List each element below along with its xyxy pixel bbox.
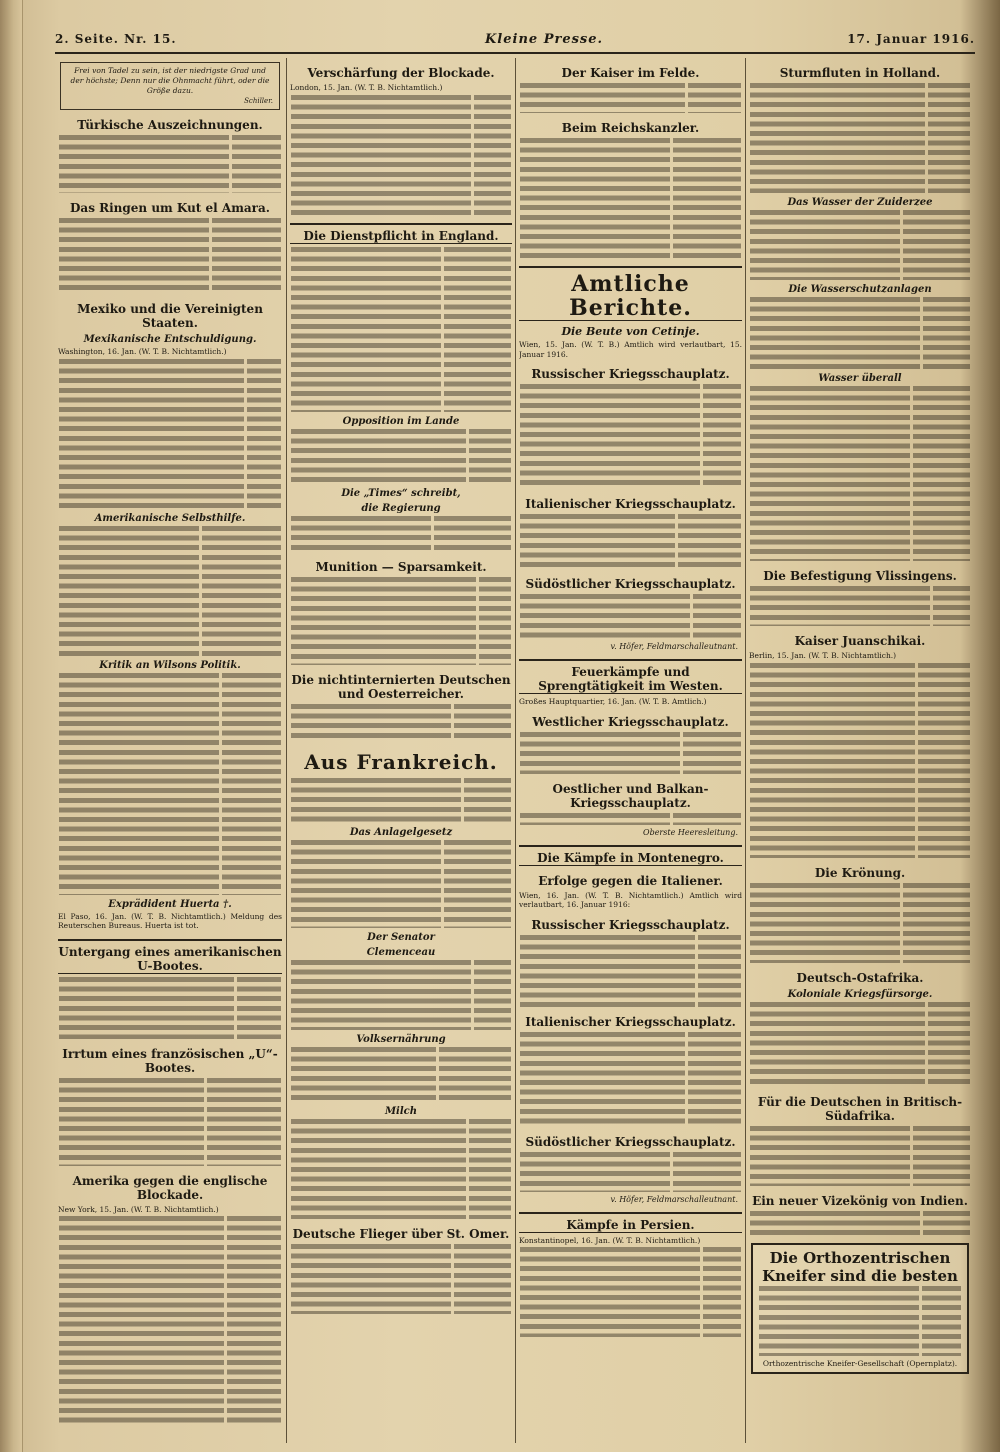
article-text <box>59 359 281 509</box>
headline-uboot: Untergang eines amerikanischen U-Bootes. <box>58 939 282 974</box>
headline-britisch-suedafrika: Für die Deutschen in Britisch-Südafrika. <box>757 1094 963 1123</box>
article-text <box>520 384 741 489</box>
ad-text <box>759 1286 961 1356</box>
dateline-konstantinopel: Konstantinopel, 16. Jan. (W. T. B. Nichtamtlich.) <box>519 1235 701 1245</box>
article-text <box>750 663 970 858</box>
headline-befestigung-vlissingen: Die Befestigung Vlissingens. <box>763 569 957 583</box>
page-number: 2. Seite. Nr. 15. <box>55 32 177 46</box>
headline-reichskanzler: Beim Reichskanzler. <box>561 121 700 135</box>
article-text <box>750 1126 970 1186</box>
headline-kaiser-im-felde: Der Kaiser im Felde. <box>561 66 700 80</box>
subheadline-wasser-ueberall: Wasser überall <box>818 373 902 384</box>
article-text <box>291 1047 511 1102</box>
subheadline-times: Die „Times“ schreibt, <box>341 487 461 499</box>
article-text <box>291 577 511 665</box>
motto-box <box>60 62 280 110</box>
article-text <box>520 594 741 639</box>
article-text <box>291 778 511 823</box>
article-text <box>520 83 741 113</box>
column-1 <box>58 58 282 1443</box>
subheadline-regierung: die Regierung <box>361 502 441 514</box>
headline-kut-el-amara: Das Ringen um Kut el Amara. <box>70 201 270 215</box>
dateline: Washington, 16. Jan. (W. T. B. Nichtamtlich.) <box>58 347 227 356</box>
article-text <box>520 138 741 258</box>
headline-amerika-blockade: Amerika gegen die englische Blockade. <box>72 1173 268 1202</box>
signature: Oberste Heeresleitung. <box>643 827 738 837</box>
subheadline-senator: Der Senator <box>367 931 435 943</box>
article-text <box>59 1078 281 1166</box>
subheadline-huerta: Exprädident Huerta †. <box>108 898 232 910</box>
subheadline-zuiderzee: Das Wasser der Zuiderzee <box>787 197 933 208</box>
headline-feuerkaempfe: Feuerkämpfe und Sprengtätigkeit im Westen. <box>519 659 742 694</box>
subheadline-selbsthilfe: Amerikanische Selbsthilfe. <box>94 512 246 524</box>
article-text <box>59 218 281 294</box>
headline-tuerkische-auszeichnungen: Türkische Auszeichnungen. <box>77 118 263 132</box>
headline-vizekoenig-indien: Ein neuer Vizekönig von Indien. <box>752 1193 968 1208</box>
article-text <box>59 673 281 895</box>
article-text <box>291 95 511 215</box>
article-text <box>59 1216 281 1426</box>
subheadline-beute-cetinje: Die Beute von Cetinje. <box>561 325 700 338</box>
issue-date: 17. Januar 1916. <box>847 32 975 46</box>
headline-deutsch-ostafrika: Deutsch-Ostafrika. <box>796 970 924 985</box>
article-text <box>520 935 741 1007</box>
headline-russischer-kriegsschauplatz-2: Russischer Kriegsschauplatz. <box>531 917 730 932</box>
headline-oestlicher-kriegsschauplatz: Oestlicher und Balkan-Kriegsschauplatz. <box>552 781 709 810</box>
article-text <box>291 1244 511 1314</box>
headline-kroenung: Die Krönung. <box>814 865 906 880</box>
article-text <box>750 586 970 626</box>
dateline-wien-2: Wien, 16. Jan. (W. T. B. Nichtamtlich.) Amtlich wird verlautbart, 16. Januar 1916: <box>519 890 742 909</box>
headline-italienischer-kriegsschauplatz: Italienischer Kriegsschauplatz. <box>525 497 736 511</box>
article-text <box>750 1002 970 1087</box>
headline-italienischer-kriegsschauplatz-2: Italienischer Kriegsschauplatz. <box>525 1014 736 1029</box>
dateline-london: London, 15. Jan. (W. T. B. Nichtamtlich.) <box>290 83 443 92</box>
headline-aus-frankreich: Aus Frankreich. <box>304 749 498 774</box>
article-text <box>291 247 511 412</box>
article-text <box>59 526 281 656</box>
article-text <box>291 516 511 552</box>
article-text <box>59 977 281 1039</box>
page-binding-edge <box>0 0 23 1452</box>
article-text <box>520 1152 741 1192</box>
signature: v. Höfer, Feldmarschalleutnant. <box>610 1194 738 1204</box>
column-2 <box>290 58 512 1443</box>
column-rule <box>286 58 287 1443</box>
article-text <box>291 704 511 740</box>
dateline-wien: Wien, 15. Jan. (W. T. B.) Amtlich wird verlautbart, 15. Januar 1916. <box>519 340 742 359</box>
masthead: Kleine Presse. <box>485 32 604 47</box>
page-header <box>55 30 975 54</box>
article-text <box>520 1247 741 1337</box>
article-text <box>750 883 970 963</box>
article-text <box>291 1119 511 1219</box>
dateline-el-paso: El Paso, 16. Jan. (W. T. B. Nichtamtlich.) Meldung des Reuterschen Bureaus. Huerta ist tot. <box>58 911 282 930</box>
column-4 <box>749 58 971 1443</box>
subheadline-opposition: Opposition im Lande <box>342 415 460 427</box>
headline-suedoestlicher-kriegsschauplatz-2: Südöstlicher Kriegsschauplatz. <box>525 1134 736 1149</box>
article-text <box>750 83 970 193</box>
subheadline-mexikanische-entschuldigung: Mexikanische Entschuldigung. <box>83 334 257 345</box>
dateline-new-york: New York, 15. Jan. (W. T. B. Nichtamtlich.) <box>58 1204 219 1214</box>
headline-erfolge-italiener: Erfolge gegen die Italiener. <box>538 873 723 888</box>
motto-author: Schiller. <box>244 97 273 105</box>
advertisement-kneifer <box>751 1243 969 1374</box>
column-rule <box>745 58 746 1443</box>
column-rule <box>515 58 516 1443</box>
headline-kaempfe-montenegro: Die Kämpfe in Montenegro. <box>519 845 742 866</box>
article-text <box>750 1211 970 1235</box>
article-text <box>291 840 511 928</box>
article-text <box>59 135 281 193</box>
headline-sturmfluten-holland: Sturmfluten in Holland. <box>779 66 941 80</box>
article-text <box>750 297 970 369</box>
headline-kaempfe-persien: Kämpfe in Persien. <box>519 1212 742 1233</box>
subheadline-volksernaehrung: Volksernährung <box>356 1033 446 1045</box>
article-text <box>291 960 511 1030</box>
signature: v. Höfer, Feldmarschalleutnant. <box>610 642 738 651</box>
headline-nichtinternierten: Die nichtinternierten Deutschen und Oesterreicher. <box>291 672 511 701</box>
article-text <box>291 429 511 484</box>
motto-text: Frei von Tadel zu sein, ist der niedrigste Grad und der höchste; Denn nur die Ohnmacht führt, oder die Größe dazu. <box>70 66 270 95</box>
dateline-hauptquartier: Großes Hauptquartier, 16. Jan. (W. T. B. Amtlich.) <box>519 697 707 706</box>
headline-irrtum: Irrtum eines französischen „U“-Bootes. <box>62 1046 278 1075</box>
article-text <box>520 514 741 569</box>
article-text <box>520 732 741 774</box>
headline-suedoestlicher-kriegsschauplatz: Südöstlicher Kriegsschauplatz. <box>525 577 736 591</box>
subheadline-clemenceau: Clemenceau <box>366 946 436 958</box>
subheadline-milch: Milch <box>384 1105 418 1117</box>
article-text <box>750 210 970 280</box>
headline-mexiko: Mexiko und die Vereinigten Staaten. <box>77 302 263 330</box>
subheadline-kritik-wilson: Kritik an Wilsons Politik. <box>99 659 241 671</box>
headline-flieger-st-omer: Deutsche Flieger über St. Omer. <box>292 1226 510 1241</box>
article-text <box>750 386 970 561</box>
ad-title: Die Orthozentrischen Kneifer sind die besten <box>762 1248 958 1285</box>
ad-footer: Orthozentrische Kneifer-Gesellschaft (Opernplatz). <box>762 1358 958 1368</box>
dateline-berlin: Berlin, 15. Jan. (W. T. B. Nichtamtlich.) <box>749 651 897 660</box>
headline-russischer-kriegsschauplatz: Russischer Kriegsschauplatz. <box>531 367 730 381</box>
subheadline-wasserschutz: Die Wasserschutzanlagen <box>788 284 932 295</box>
article-text <box>520 1032 741 1127</box>
headline-westlicher-kriegsschauplatz: Westlicher Kriegsschauplatz. <box>532 714 729 729</box>
headline-verschaerfung-blockade: Verschärfung der Blockade. <box>307 66 495 80</box>
subheadline-kolonial: Koloniale Kriegsfürsorge. <box>787 988 933 1000</box>
headline-munition: Munition — Sparsamkeit. <box>315 559 487 574</box>
headline-dienstpflicht: Die Dienstpflicht in England. <box>290 223 512 244</box>
subheadline-anlagelgesetz: Das Anlagelgesetz <box>349 826 453 838</box>
headline-kaiser-juanschikai: Kaiser Juanschikai. <box>794 634 926 648</box>
article-text <box>520 813 741 825</box>
headline-amtliche-berichte: Amtliche Berichte. <box>519 266 742 321</box>
column-3 <box>519 58 742 1443</box>
